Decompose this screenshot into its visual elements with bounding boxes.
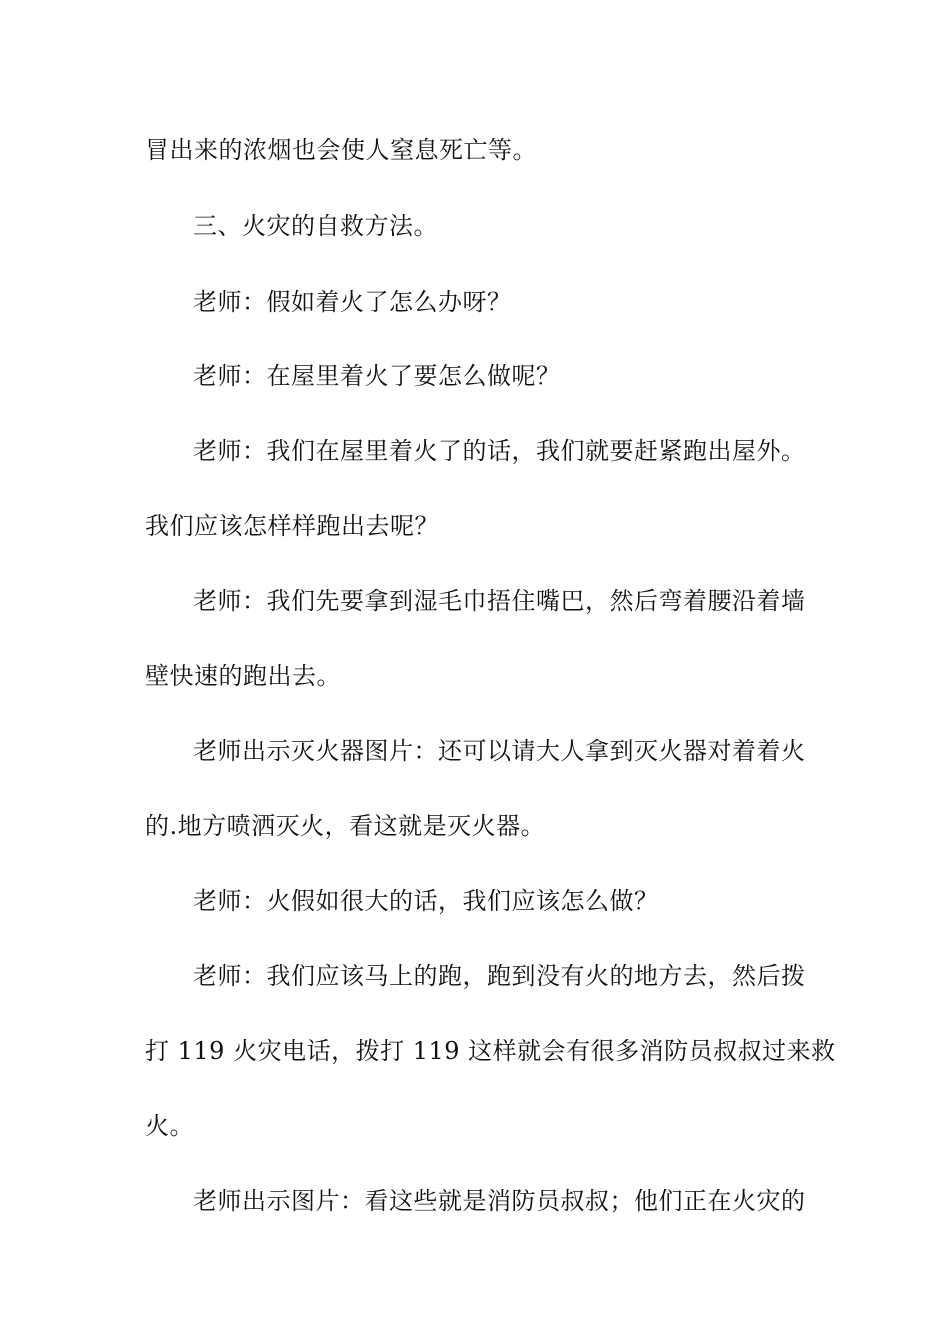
text-line: 老师：火假如很大的话，我们应该怎么做？ [193,887,659,915]
text-line: 火。 [145,1112,194,1140]
text-line: 我们应该怎样样跑出去呢？ [145,512,439,540]
text-line: 壁快速的跑出去。 [145,662,341,690]
text-line: 老师：我们应该马上的跑，跑到没有火的地方去，然后拨 [193,962,806,990]
section-heading: 三、火灾的自救方法。 [193,212,438,240]
text-line: 老师：我们先要拿到湿毛巾捂住嘴巴，然后弯着腰沿着墙 [193,587,806,615]
text-line: 老师出示图片：看这些就是消防员叔叔；他们正在火灾的 [193,1187,806,1215]
text-line: 老师出示灭火器图片：还可以请大人拿到灭火器对着着火 [193,737,806,765]
text-line: 老师：假如着火了怎么办呀？ [193,288,512,316]
text-line: 冒出来的浓烟也会使人窒息死亡等。 [145,136,537,164]
text-line: 打 119 火灾电话，拨打 119 这样就会有很多消防员叔叔过来救 [145,1037,836,1065]
text-line: 的.地方喷洒灭火，看这就是灭火器。 [145,812,546,840]
text-line: 老师：我们在屋里着火了的话，我们就要赶紧跑出屋外。 [193,437,806,465]
text-line: 老师：在屋里着火了要怎么做呢？ [193,362,561,390]
